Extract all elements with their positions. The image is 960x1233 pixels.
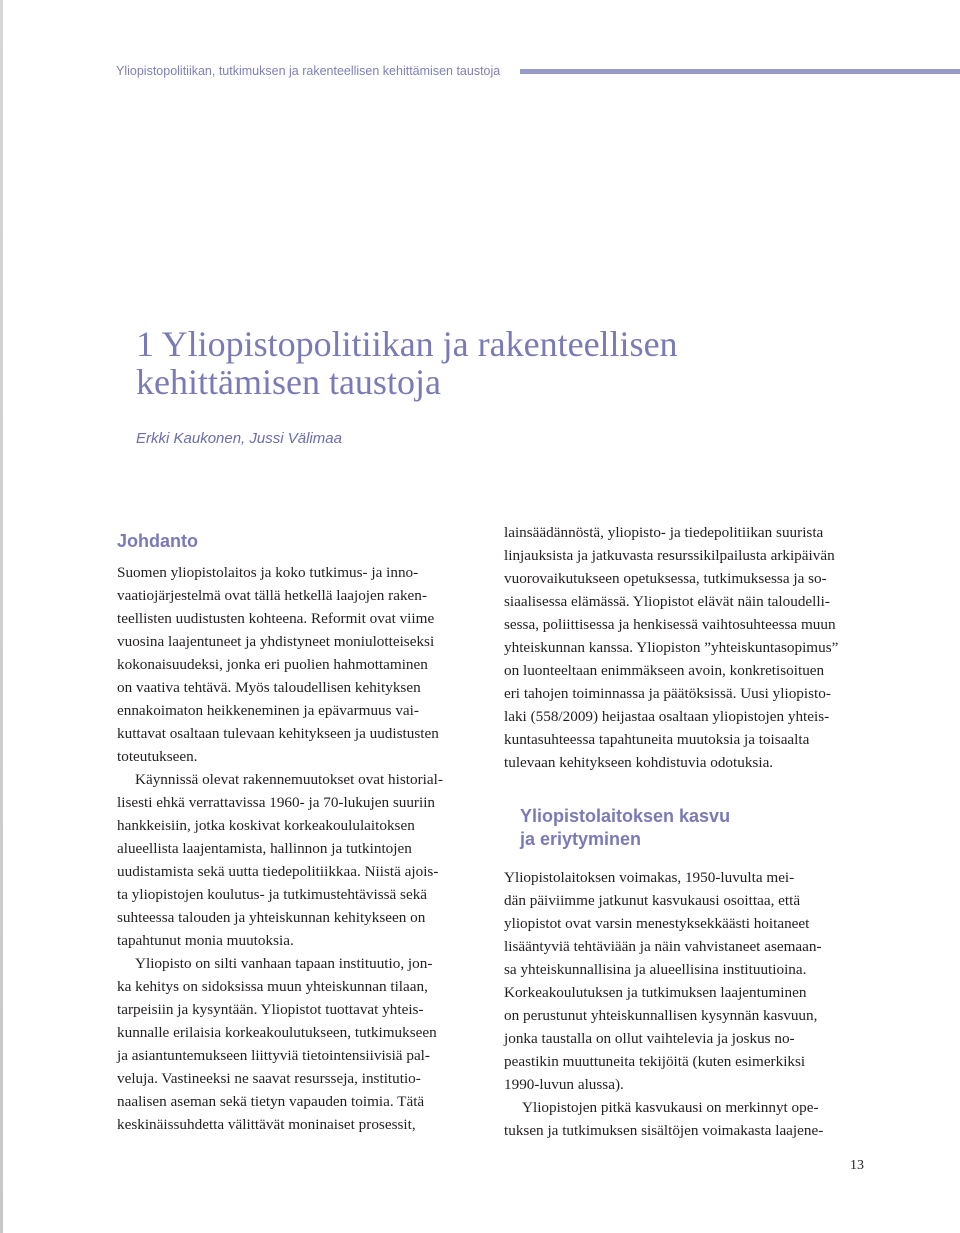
text-line: hankkeisiin, jotka koskivat korkeakoululaitoksen	[117, 817, 415, 834]
text-line: on perustunut yhteiskunnallisen kysynnän kasvuun,	[504, 1007, 818, 1024]
text-line: dän päiviimme jatkunut kasvukausi osoittaa, että	[504, 892, 801, 909]
paragraph	[504, 866, 867, 1096]
text-line: toteutukseen.	[117, 748, 198, 765]
text-line: lisesti ehkä verrattavissa 1960- ja 70-lukujen suuriin	[117, 794, 436, 811]
page-edge-shadow	[0, 0, 3, 1233]
text-line: lainsäädännöstä, yliopisto- ja tiedepolitiikan suurista	[504, 524, 824, 541]
text-line: ka kehitys on sidoksissa muun yhteiskunnan tilaan,	[117, 978, 428, 995]
chapter-authors: Erkki Kaukonen, Jussi Välimaa	[136, 430, 342, 447]
section-heading-kasvu	[520, 805, 867, 851]
text-line: jonka taustalla on ollut vaihtelevia ja joskus no-	[504, 1030, 795, 1047]
paragraph	[117, 952, 479, 1136]
text-line: tapahtunut monia muutoksia.	[117, 932, 294, 949]
text-line: ja asiantuntemukseen liittyviä tietointensiivisiä pal-	[117, 1047, 430, 1064]
section-heading-johdanto: Johdanto	[117, 531, 198, 551]
running-head-text: Yliopistopolitiikan, tutkimuksen ja rakenteellisen kehittämisen taustoja	[116, 64, 501, 78]
text-line: tarpeisiin ja kysyntään. Yliopistot tuottavat yhteis-	[117, 1001, 424, 1018]
running-head-rule	[520, 69, 960, 74]
text-line: uudistamista sekä uutta tiedepolitiikkaa. Niistä ajois-	[117, 863, 439, 880]
text-line: suhteessa talouden ja yhteiskunnan kehitykseen on	[117, 909, 426, 926]
text-line: Suomen yliopistolaitos ja koko tutkimus- ja inno-	[117, 564, 419, 581]
text-line: siaalisessa elämässä. Yliopistot elävät näin taloudelli-	[504, 593, 830, 610]
text-line: on luonteeltaan enimmäkseen avoin, konkretisoituen	[504, 662, 825, 679]
text-line: keskinäissuhdetta välittävät moninaiset prosessit,	[117, 1116, 416, 1133]
text-line: tuksen ja tutkimuksen sisältöjen voimakasta laajene-	[504, 1122, 824, 1139]
text-line: veluja. Vastineeksi ne saavat resursseja, institutio-	[117, 1070, 421, 1087]
text-line: eri tahojen toiminnassa ja päätöksissä. Uusi yliopisto-	[504, 685, 831, 702]
right-column	[504, 521, 867, 1142]
text-line: Korkeakoulutuksen ja tutkimuksen laajentuminen	[504, 984, 807, 1001]
text-line: Käynnissä olevat rakennemuutokset ovat historial-	[135, 771, 443, 788]
text-line: kunnalle erilaisia korkeakoulutukseen, tutkimukseen	[117, 1024, 437, 1041]
text-line: ennakoimaton heikkeneminen ja epävarmuus vai-	[117, 702, 419, 719]
paragraph	[117, 561, 479, 768]
paragraph	[504, 1096, 867, 1142]
text-line: teellisten uudistusten kohteena. Reformit ovat viime	[117, 610, 435, 627]
heading-line: ja eriytyminen	[520, 829, 642, 849]
text-line: Yliopistojen pitkä kasvukausi on merkinnyt ope-	[522, 1099, 819, 1116]
text-line: yliopistot ovat varsin menestyksekkäästi hoitaneet	[504, 915, 810, 932]
text-line: kokonaisuudeksi, jonka eri puolien hahmottaminen	[117, 656, 428, 673]
text-line: vuosina laajentuneet ja yhdistyneet moniulotteiseksi	[117, 633, 435, 650]
chapter-title-line-2: kehittämisen taustoja	[136, 362, 441, 402]
running-head	[116, 64, 960, 78]
text-line: 1990-luvun alussa).	[504, 1076, 624, 1093]
text-line: vuorovaikutukseen opetuksessa, tutkimuksessa ja so-	[504, 570, 827, 587]
text-line: peastikin muuttuneita tekijöitä (kuten esimerkiksi	[504, 1053, 806, 1070]
text-line: laki (558/2009) heijastaa osaltaan yliopistojen yhteis-	[504, 708, 830, 725]
paragraph	[117, 768, 479, 952]
heading-line: Yliopistolaitoksen kasvu	[520, 806, 731, 826]
left-column	[117, 530, 479, 1136]
chapter-title	[136, 325, 896, 401]
text-line: sessa, poliittisessa ja henkisessä vaihtosuhteessa muun	[504, 616, 836, 633]
text-line: Yliopisto on silti vanhaan tapaan instituutio, jon-	[135, 955, 433, 972]
text-line: kuttavat osaltaan tulevaan kehitykseen ja uudistusten	[117, 725, 439, 742]
text-line: lisääntyviä tehtäviään ja näin vahvistaneet asemaan-	[504, 938, 822, 955]
text-line: ta yliopistojen koulutus- ja tutkimustehtävissä sekä	[117, 886, 428, 903]
text-line: linjauksista ja jatkuvasta resurssikilpailusta arkipäivän	[504, 547, 835, 564]
text-line: tulevaan kehitykseen kohdistuvia odotuksia.	[504, 754, 774, 771]
text-line: on vaativa tehtävä. Myös taloudellisen kehityksen	[117, 679, 421, 696]
chapter-title-line-1: 1 Yliopistopolitiikan ja rakenteellisen	[136, 324, 678, 364]
text-line: alueellista laajentamista, hallinnon ja tutkintojen	[117, 840, 412, 857]
text-line: vaatiojärjestelmä ovat tällä hetkellä laajojen raken-	[117, 587, 427, 604]
text-line: naalisen aseman sekä tietyn vapauden toimia. Tätä	[117, 1093, 425, 1110]
paragraph	[504, 521, 867, 774]
page-number: 13	[850, 1158, 864, 1173]
text-line: Yliopistolaitoksen voimakas, 1950-luvulta mei-	[504, 869, 795, 886]
text-line: sa yhteiskunnallisina ja alueellisina instituutioina.	[504, 961, 807, 978]
text-line: yhteiskunnan kanssa. Yliopiston ”yhteiskuntasopimus”	[504, 639, 839, 656]
text-line: kuntasuhteessa tapahtuneita muutoksia ja toisaalta	[504, 731, 810, 748]
